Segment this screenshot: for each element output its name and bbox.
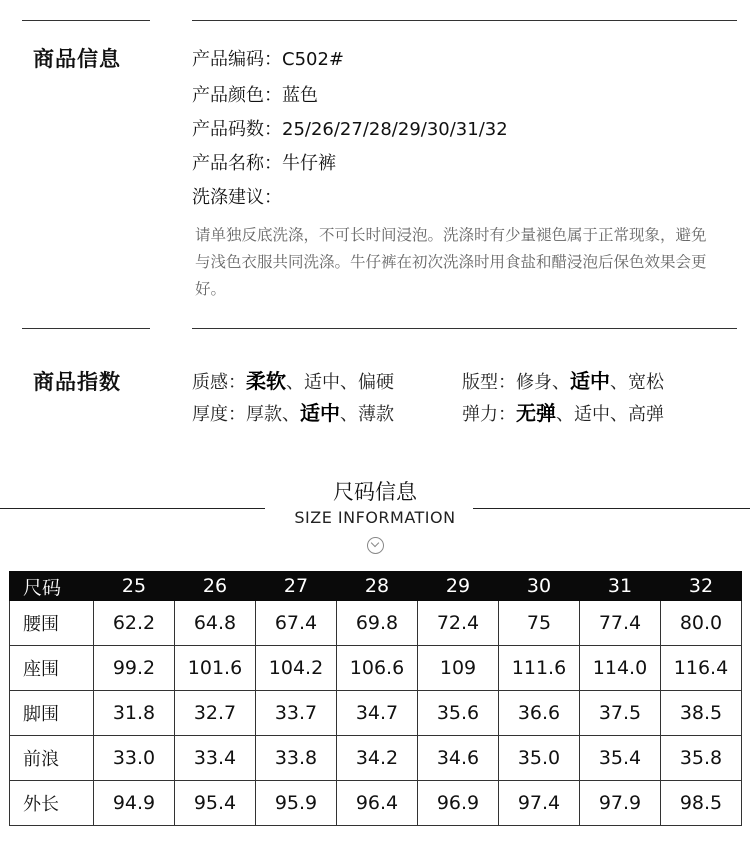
table-cell: 33.8 [256, 736, 337, 781]
table-cell: 64.8 [175, 601, 256, 646]
table-cell: 33.4 [175, 736, 256, 781]
table-cell: 34.2 [337, 736, 418, 781]
table-row [10, 736, 742, 781]
table-cell: 75 [499, 601, 580, 646]
table-header-row [10, 572, 742, 601]
table-cell: 97.9 [580, 781, 661, 826]
table-cell: 34.7 [337, 691, 418, 736]
table-cell: 33.7 [256, 691, 337, 736]
product-index-title: 商品指数 [33, 370, 121, 394]
table-cell: 116.4 [661, 646, 742, 691]
size-info-title: 尺码信息 [333, 480, 417, 504]
row-label: 脚围 [10, 691, 94, 736]
table-cell: 77.4 [580, 601, 661, 646]
table-cell: 33.0 [94, 736, 175, 781]
header-cell: 31 [580, 572, 661, 601]
table-cell: 67.4 [256, 601, 337, 646]
table-cell: 80.0 [661, 601, 742, 646]
table-row [10, 601, 742, 646]
row-label: 座围 [10, 646, 94, 691]
size-table [9, 571, 742, 826]
header-cell: 32 [661, 572, 742, 601]
care-instructions: 请单独反底洗涤，不可长时间浸泡。洗涤时有少量褪色属于正常现象，避免与浅色衣服共同洗涤。牛仔裤在初次洗涤时用食盐和醋浸泡后保色效果会更好。 [195, 226, 707, 298]
header-cell: 26 [175, 572, 256, 601]
table-cell: 96.4 [337, 781, 418, 826]
row-label: 外长 [10, 781, 94, 826]
row-label: 腰围 [10, 601, 94, 646]
divider [22, 20, 150, 21]
index-texture: 质感：柔软、适中、偏硬 [192, 369, 394, 393]
divider [22, 328, 150, 329]
table-cell: 35.6 [418, 691, 499, 736]
header-cell: 28 [337, 572, 418, 601]
table-cell: 36.6 [499, 691, 580, 736]
table-cell: 32.7 [175, 691, 256, 736]
table-cell: 106.6 [337, 646, 418, 691]
care-label: 洗涤建议： [192, 187, 282, 208]
table-cell: 97.4 [499, 781, 580, 826]
table-cell: 96.9 [418, 781, 499, 826]
product-code: 产品编码：C502# [192, 49, 345, 70]
product-sizes: 产品码数：25/26/27/28/29/30/31/32 [192, 119, 508, 140]
table-cell: 114.0 [580, 646, 661, 691]
table-row [10, 691, 742, 736]
header-cell: 27 [256, 572, 337, 601]
table-cell: 31.8 [94, 691, 175, 736]
table-cell: 95.9 [256, 781, 337, 826]
header-cell-size: 尺码 [10, 572, 94, 601]
product-info-title: 商品信息 [33, 47, 121, 71]
table-cell: 62.2 [94, 601, 175, 646]
index-fit: 版型：修身、适中、宽松 [462, 369, 664, 393]
table-cell: 35.8 [661, 736, 742, 781]
header-cell: 25 [94, 572, 175, 601]
product-color: 产品颜色：蓝色 [192, 85, 318, 106]
table-row [10, 781, 742, 826]
table-cell: 69.8 [337, 601, 418, 646]
table-cell: 104.2 [256, 646, 337, 691]
chevron-down-icon [367, 537, 384, 554]
table-cell: 35.0 [499, 736, 580, 781]
table-cell: 35.4 [580, 736, 661, 781]
header-cell: 29 [418, 572, 499, 601]
divider [192, 20, 737, 21]
table-cell: 109 [418, 646, 499, 691]
table-cell: 101.6 [175, 646, 256, 691]
table-cell: 94.9 [94, 781, 175, 826]
row-label: 前浪 [10, 736, 94, 781]
product-name: 产品名称：牛仔裤 [192, 153, 336, 174]
table-cell: 72.4 [418, 601, 499, 646]
index-thickness: 厚度：厚款、适中、薄款 [192, 401, 394, 425]
table-row [10, 646, 742, 691]
index-elasticity: 弹力：无弹、适中、高弹 [462, 401, 664, 425]
table-cell: 38.5 [661, 691, 742, 736]
table-cell: 95.4 [175, 781, 256, 826]
table-cell: 111.6 [499, 646, 580, 691]
divider [192, 328, 737, 329]
table-cell: 34.6 [418, 736, 499, 781]
table-cell: 99.2 [94, 646, 175, 691]
table-cell: 37.5 [580, 691, 661, 736]
table-cell: 98.5 [661, 781, 742, 826]
header-cell: 30 [499, 572, 580, 601]
size-info-subtitle: SIZE INFORMATION [294, 508, 456, 527]
